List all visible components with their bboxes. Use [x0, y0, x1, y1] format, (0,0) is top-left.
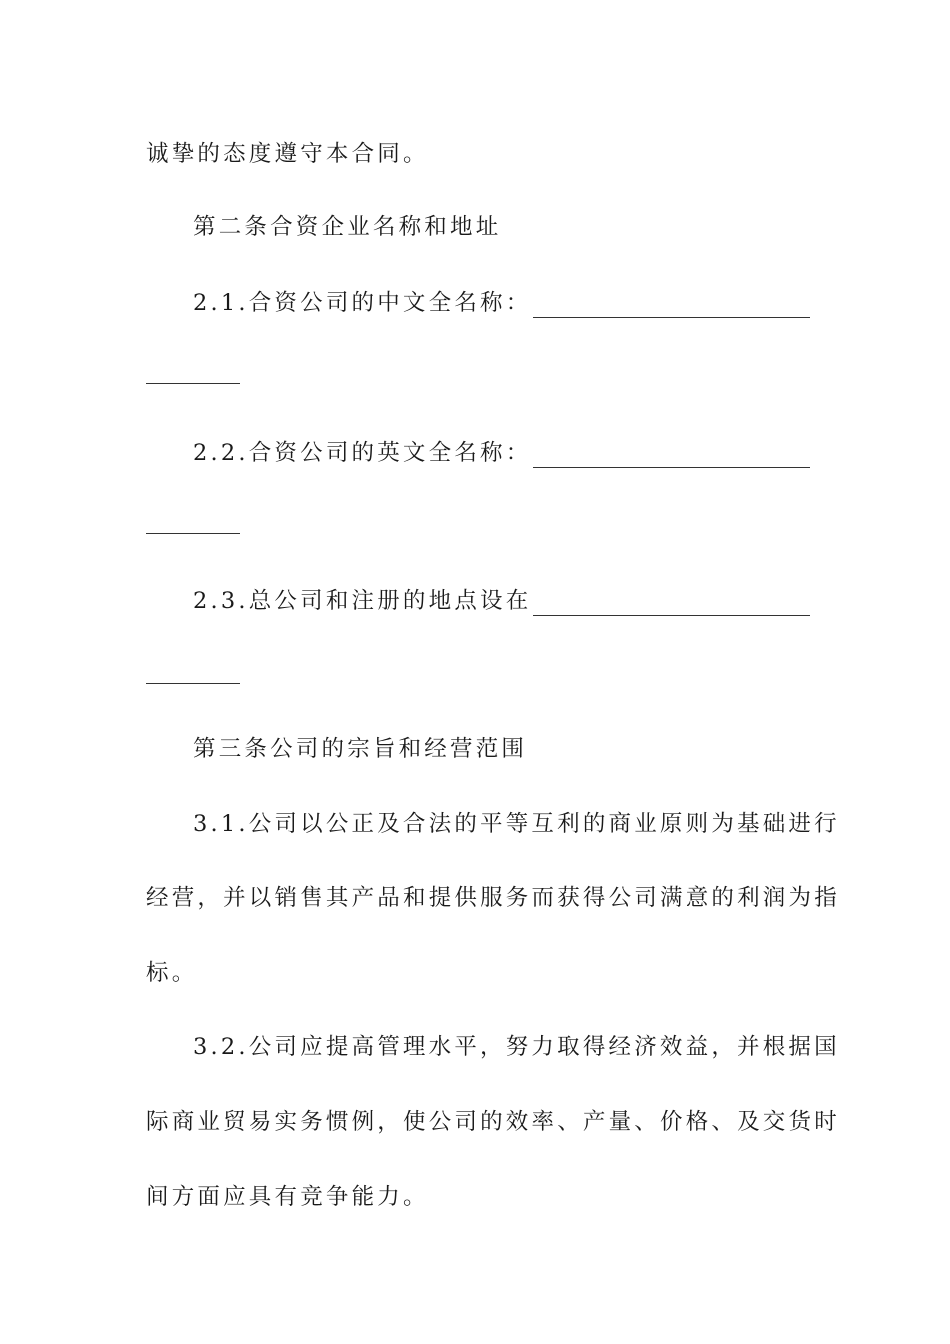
paragraph-line: 3.2.公司应提高管理水平，努力取得经济效益，并根据国 [193, 1034, 840, 1060]
field-english-name [193, 438, 810, 468]
fill-in-blank-continuation [146, 383, 240, 384]
fill-in-blank [533, 449, 810, 468]
field-chinese-name [193, 288, 810, 318]
article-2-heading: 第二条合资企业名称和地址 [193, 214, 502, 240]
paragraph-line: 际商业贸易实务惯例，使公司的效率、产量、价格、及交货时 [146, 1109, 840, 1135]
article-3-heading: 第三条公司的宗旨和经营范围 [193, 736, 528, 762]
field-label-chinese-name: 2.1.合资公司的中文全名称： [193, 290, 532, 316]
fill-in-blank [533, 597, 810, 616]
fill-in-blank-continuation [146, 533, 240, 534]
paragraph-line: 经营，并以销售其产品和提供服务而获得公司满意的利润为指 [146, 885, 840, 911]
paragraph-line: 诚挚的态度遵守本合同。 [146, 141, 429, 167]
field-head-office [193, 586, 810, 616]
field-label-head-office: 2.3.总公司和注册的地点设在 [193, 588, 532, 614]
fill-in-blank-continuation [146, 683, 240, 684]
paragraph-line: 标。 [146, 960, 198, 986]
paragraph-line: 3.1.公司以公正及合法的平等互利的商业原则为基础进行 [193, 811, 840, 837]
paragraph-line: 间方面应具有竞争能力。 [146, 1184, 429, 1210]
fill-in-blank [533, 299, 810, 318]
field-label-english-name: 2.2.合资公司的英文全名称： [193, 440, 532, 466]
